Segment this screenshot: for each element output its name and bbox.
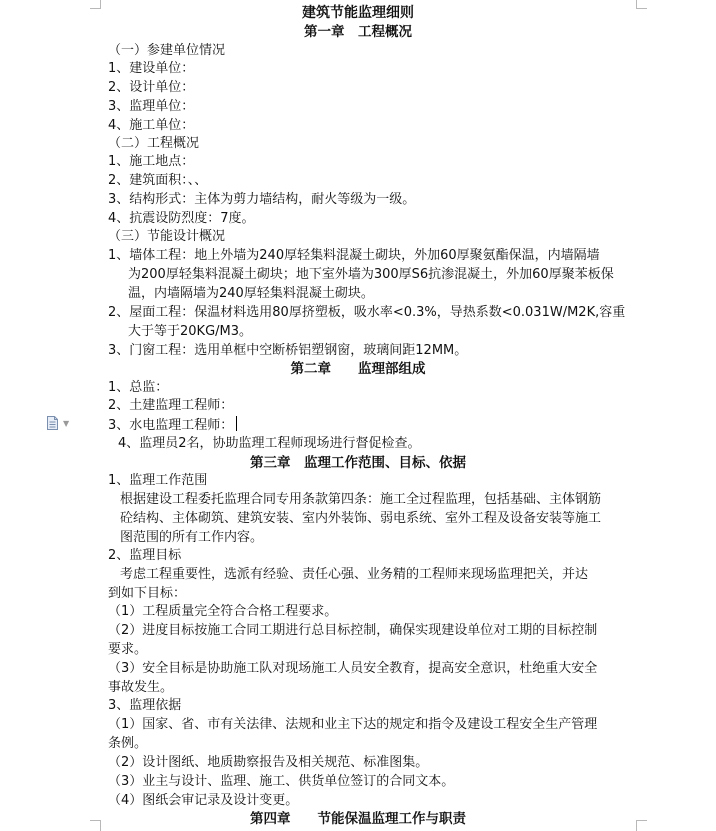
- list-item[interactable]: [108, 416, 237, 434]
- chapter-1-heading: 第一章 工程概况: [304, 24, 412, 40]
- section-heading: （三）节能设计概况: [108, 229, 226, 244]
- list-item: （2）进度目标按施工合同工期进行总目标控制，确保实现建设单位对工期的目标控制: [108, 623, 598, 638]
- chapter-3-heading: 第三章 监理工作范围、目标、依据: [250, 455, 466, 471]
- list-item: 2、建筑面积：、、: [108, 173, 208, 188]
- section-heading: （二）工程概况: [108, 136, 200, 151]
- section-heading: （一）参建单位情况: [108, 43, 226, 58]
- section-heading: 2、监理目标: [108, 548, 182, 563]
- list-item: （2）设计图纸、地质勘察报告及相关规范、标准图集。: [108, 755, 429, 770]
- list-item: 条例。: [108, 736, 148, 751]
- paragraph-line: 2、屋面工程：保温材料选用80厚挤塑板，吸水率<0.3%，导热系数<0.031W/M2K,容重: [108, 305, 626, 320]
- list-item: 事故发生。: [108, 680, 174, 695]
- list-item: （3）安全目标是协助施工队对现场施工人员安全教育，提高安全意识，杜绝重大安全: [108, 661, 598, 676]
- paragraph-line: 根据建设工程委托监理合同专用条款第四条：施工全过程监理，包括基础、主体钢筋: [120, 492, 602, 507]
- document-title: 建筑节能监理细则: [302, 5, 414, 21]
- paragraph-line: 3、门窗工程：选用单框中空断桥铝塑钢窗，玻璃间距12MM。: [108, 343, 468, 358]
- list-item: 2、设计单位：: [108, 80, 195, 95]
- text-cursor: [236, 416, 237, 431]
- chapter-2-heading: 第二章 监理部组成: [290, 361, 426, 377]
- list-item: （1）国家、省、市有关法律、法规和业主下达的规定和指令及建设工程安全生产管理: [108, 717, 598, 732]
- list-item: 4、抗震设防烈度：7度。: [108, 211, 255, 226]
- paragraph-line: 为200厚轻集料混凝土砌块；地下室外墙为300厚S6抗渗混凝土，外加60厚聚苯板保: [128, 267, 614, 282]
- list-item-text: 3、水电监理工程师：: [108, 418, 234, 433]
- section-heading: 3、监理依据: [108, 698, 182, 713]
- chapter-4-heading: 第四章 节能保温监理工作与职责: [250, 811, 466, 827]
- list-item: 1、施工地点：: [108, 154, 195, 169]
- dropdown-arrow-icon[interactable]: ▼: [63, 419, 70, 428]
- paragraph-line: 考虑工程重要性，选派有经验、责任心强、业务精的工程师来现场监理把关，并达: [120, 567, 589, 582]
- list-item: （1）工程质量完全符合合格工程要求。: [108, 604, 338, 619]
- document-icon[interactable]: [47, 416, 58, 430]
- paragraph-line: 1、墙体工程：地上外墙为240厚轻集料混凝土砌块，外加60厚聚氨酯保温，内墙隔墙: [108, 248, 600, 263]
- paragraph-line: 砼结构、主体砌筑、建筑安装、室内外装饰、弱电系统、室外工程及设备安装等施工: [120, 511, 602, 526]
- list-item: 2、土建监理工程师：: [108, 398, 234, 413]
- paragraph-line: 大于等于20KG/M3。: [128, 324, 253, 339]
- paragraph-line: 温，内墙隔墙为240厚轻集料混凝土砌块。: [128, 286, 374, 301]
- section-heading: 1、监理工作范围: [108, 473, 208, 488]
- list-item: 3、结构形式：主体为剪力墙结构，耐火等级为一级。: [108, 192, 416, 207]
- list-item: 3、监理单位：: [108, 99, 195, 114]
- paragraph-line: 到如下目标：: [108, 586, 187, 601]
- paragraph-line: 图范围的所有工作内容。: [120, 530, 264, 545]
- list-item: 4、施工单位：: [108, 118, 195, 133]
- list-item: 1、总监：: [108, 380, 169, 395]
- list-item: （4）图纸会审记录及设计变更。: [108, 793, 299, 808]
- list-item: 4、监理员2名，协助监理工程师现场进行督促检查。: [118, 436, 421, 451]
- list-item: 要求。: [108, 642, 148, 657]
- list-item: 1、建设单位：: [108, 61, 195, 76]
- list-item: （3）业主与设计、监理、施工、供货单位签订的合同文本。: [108, 774, 455, 789]
